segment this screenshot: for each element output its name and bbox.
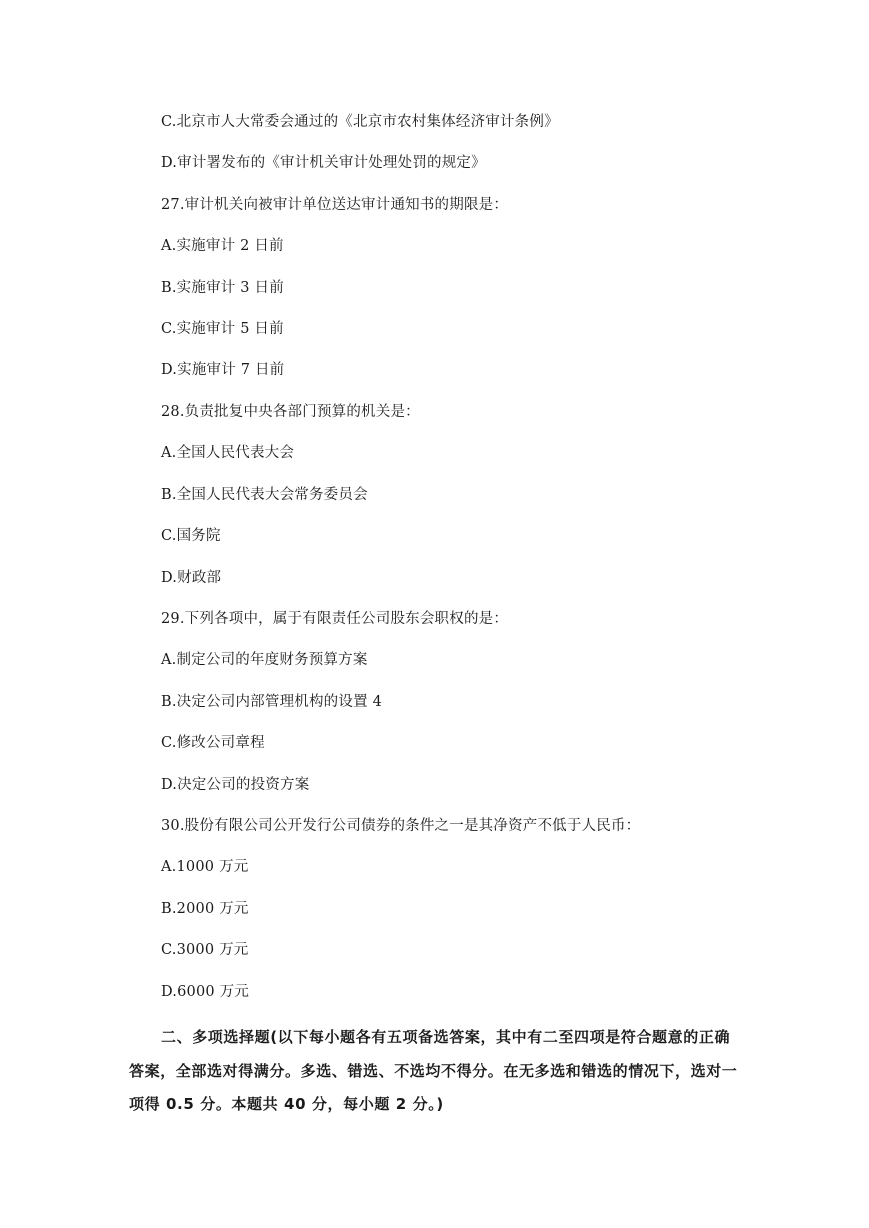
option-30-c: C.3000 万元 (161, 942, 249, 958)
option-27-c: C.实施审计 5 日前 (161, 321, 284, 337)
option-29-c: C.修改公司章程 (161, 735, 265, 751)
option-26-c: C.北京市人大常委会通过的《北京市农村集体经济审计条例》 (161, 114, 559, 130)
option-28-c: C.国务院 (161, 528, 221, 544)
question-29: 29.下列各项中，属于有限责任公司股东会职权的是： (161, 611, 509, 627)
option-28-b: B.全国人民代表大会常务委员会 (161, 487, 368, 503)
option-30-b: B.2000 万元 (161, 901, 249, 917)
section-heading-multiple-choice: 二、多项选择题(以下每小题各有五项备选答案，其中有二至四项是符合题意的正确答案，全部选对得满分。多选、错选、不选均不得分。在无多选和错选的情况下，选对一项得 0.5 分。本题共 40 分，每小题 2 分。) (129, 1028, 738, 1113)
option-28-d: D.财政部 (161, 570, 222, 586)
option-29-b: B.决定公司内部管理机构的设置 4 (161, 694, 382, 710)
option-27-a: A.实施审计 2 日前 (161, 238, 284, 254)
option-29-d: D.决定公司的投资方案 (161, 777, 310, 793)
option-27-b: B.实施审计 3 日前 (161, 280, 284, 296)
option-30-a: A.1000 万元 (161, 859, 249, 875)
question-28: 28.负责批复中央各部门预算的机关是： (161, 404, 420, 420)
option-28-a: A.全国人民代表大会 (161, 445, 295, 461)
option-26-d: D.审计署发布的《审计机关审计处理处罚的规定》 (161, 155, 486, 171)
option-29-a: A.制定公司的年度财务预算方案 (161, 652, 368, 668)
option-30-d: D.6000 万元 (161, 984, 250, 1000)
question-27: 27.审计机关向被审计单位送达审计通知书的期限是： (161, 197, 509, 213)
option-27-d: D.实施审计 7 日前 (161, 362, 285, 378)
question-30: 30.股份有限公司公开发行公司债券的条件之一是其净资产不低于人民币： (161, 818, 641, 834)
